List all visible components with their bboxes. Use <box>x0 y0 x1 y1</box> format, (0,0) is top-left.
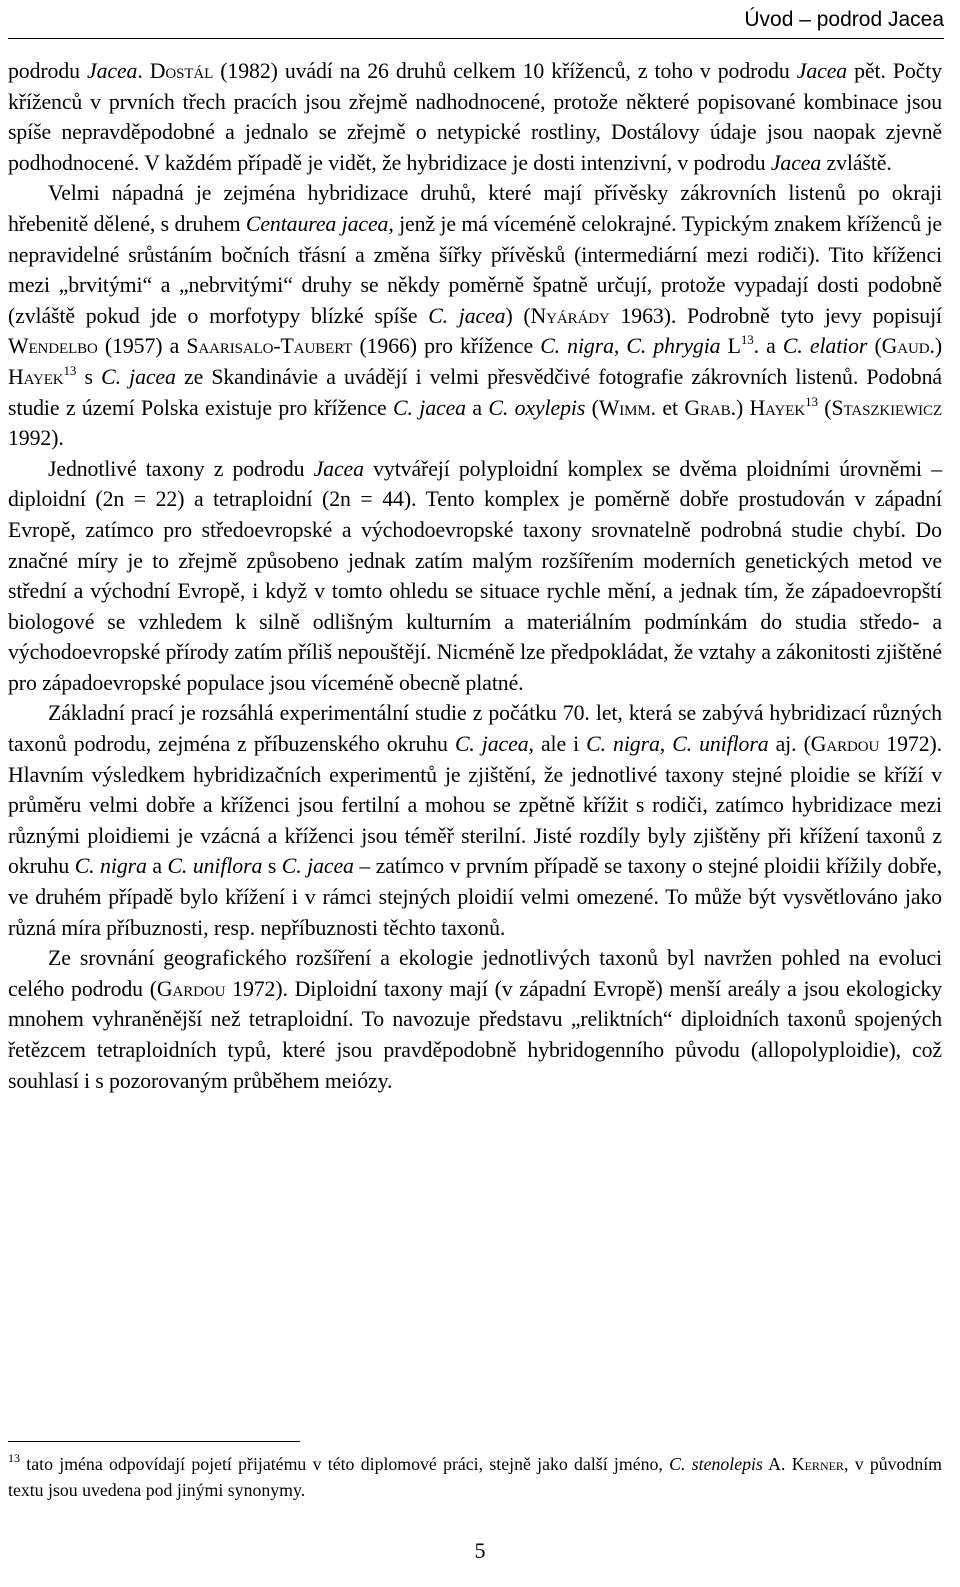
text-run: s <box>262 854 282 879</box>
body-text <box>8 56 942 1096</box>
italic-term: Jacea <box>796 59 848 83</box>
text-run: , ale i <box>528 732 587 757</box>
italic-term: Jacea <box>87 59 138 83</box>
text-run: , <box>613 334 627 359</box>
author-name: Gaud. <box>881 334 935 359</box>
footnote-rule <box>8 1441 300 1442</box>
text-run: 1992). <box>8 426 64 451</box>
text-run: ) <box>934 334 942 359</box>
italic-term: C. jacea <box>101 364 176 389</box>
text-run: ze Skandinávie a uvádějí i velmi přesvědčivé fotografie zákrovních listenů. Podobná studie z území Polska existuje pro křížence <box>8 364 942 420</box>
paragraph <box>8 56 942 178</box>
italic-term: C. nigra <box>74 854 147 879</box>
text-run: Základní prací je rozsáhlá experimentální studie z počátku 70. let, která se zabývá hybridizací různých taxonů podrodu, zejména z příbuzenského okruhu <box>8 701 942 757</box>
author-name: Grab. <box>684 395 736 420</box>
author-name: Nyárády <box>530 303 610 328</box>
paragraph <box>8 178 942 453</box>
italic-term: C. nigra <box>586 732 660 757</box>
paragraph <box>8 698 942 943</box>
author-name: Gardou <box>156 976 226 1001</box>
italic-term: C. jacea <box>281 854 354 879</box>
text-run: Jednotlivé taxony z podrodu <box>48 456 314 481</box>
text-run: , <box>659 732 673 757</box>
text-run: ( <box>585 395 599 420</box>
text-run: , jenž je má víceméně celokrajné. Typickým znakem kříženců je nepravidelné srůstáním bočních třásní a změna šířky přívěsků (intermediární mezi rodiči). Tito kříženci mezi „brvitými“ a „nebrvitými“ druhy se někdy poměrně špatně určují, protože vypadají dosti podobně (zvláště pokud jde o morfotypy blízké spíše <box>8 211 942 328</box>
italic-term: C. nigra <box>540 334 614 359</box>
text-run: zvláště. <box>821 150 892 175</box>
text-run: . <box>137 59 150 83</box>
text-run: , v původním textu jsou uvedena pod jinými synonymy. <box>8 1454 943 1500</box>
italic-term: C. stenolepis <box>669 1454 763 1474</box>
italic-term: C. phrygia <box>626 334 721 359</box>
footnote-marker: 13 <box>805 393 818 409</box>
text-run: L <box>720 334 741 359</box>
text-run: ( <box>817 395 832 420</box>
text-run: ) ( <box>505 303 531 328</box>
text-run: (1982) uvádí na 26 druhů celkem 10 kříženců, z toho v podrodu <box>213 59 797 83</box>
text-run: . a <box>753 334 783 359</box>
text-run: 1963). Podrobně tyto jevy popisují <box>609 303 943 328</box>
italic-term: C. jacea <box>454 732 529 757</box>
italic-term: C. jacea <box>393 395 466 420</box>
page-number: 5 <box>474 1538 486 1563</box>
paragraph <box>8 454 942 699</box>
text-run: – zatímco v prvním případě se taxony o stejné ploidii křížily dobře, ve druhém případě bylo křížení i v rámci stejných ploidií velmi omezené. To může být vysvětlováno jako různá míra příbuznosti, resp. nepříbuznosti těchto taxonů. <box>8 854 942 940</box>
footnote-marker: 13 <box>63 362 77 378</box>
italic-term: Jacea <box>770 150 822 175</box>
author-name: Wendelbo <box>8 334 98 359</box>
author-name: Hayek <box>8 364 64 389</box>
author-name: Hayek <box>749 395 806 420</box>
text-run: A. <box>762 1454 792 1474</box>
footnote-marker: 13 <box>8 1451 20 1465</box>
text-run: ) <box>735 395 750 420</box>
text-run: 1972). Diploidní taxony mají (v západní Evropě) menší areály a jsou ekologicky mnohem vyhraněnější než tetraploidní. To navozuje představu „reliktních“ diploidních taxonů spojených řetězcem tetraploidních typů, které jsou pravděpodobně hybridogenního původu (allopolyploidie), což souhlasí i s pozorovaným průběhem meiózy. <box>8 976 942 1093</box>
author-name: Wimm. <box>598 395 657 420</box>
text-run: Ze srovnání geografického rozšíření a ekologie jednotlivých taxonů byl navržen pohled na evoluci celého podrodu ( <box>8 946 942 1001</box>
text-run: pět. Počty kříženců v prvních třech pracích jsou zřejmě nadhodnocené, protože některé popisované kombinace jsou spíše nepravděpodobné a jednalo se zřejmě o netypické rostliny, Dostálovy údaje jsou naopak zjevně podhodnocené. V každém případě je vidět, že hybridizace je dosti intenzivní, v podrodu <box>8 59 942 175</box>
text-run: et <box>656 395 685 420</box>
italic-term: C. uniflora <box>672 732 769 757</box>
footnote <box>8 1451 942 1503</box>
text-run: (1957) a <box>97 334 187 359</box>
italic-term: Centaurea jacea <box>245 211 389 236</box>
text-run: aj. ( <box>768 732 811 757</box>
text-run: s <box>76 364 102 389</box>
paragraph <box>8 943 942 1096</box>
text-run: a <box>146 854 168 879</box>
text-run: podrodu <box>8 59 87 83</box>
italic-term: C. jacea <box>428 303 506 328</box>
running-header: Úvod – podrod Jacea <box>744 8 944 31</box>
author-name: Kerner <box>791 1454 844 1474</box>
author-name: Dostál <box>149 59 214 83</box>
author-name: Saarisalo-Taubert <box>186 334 353 359</box>
author-name: Gardou <box>810 732 880 757</box>
italic-term: C. uniflora <box>167 854 263 879</box>
italic-term: Jacea <box>313 456 364 481</box>
italic-term: C. elatior <box>782 334 868 359</box>
footnote-marker: 13 <box>740 332 754 348</box>
italic-term: C. oxylepis <box>488 395 586 420</box>
header-rule <box>8 38 944 39</box>
author-name: Staszkiewicz <box>831 395 943 420</box>
text-run: 1972). Hlavním výsledkem hybridizačních experimentů je zjištění, že jednotlivé taxony stejné ploidie se kříží v průměru velmi dobře a kříženci jsou fertilní a mohou se zpětně křížit s rodiči, zatímco hybridizace mezi různými ploidiemi je vzácná a kříženci jsou téměř sterilní. Jisté rozdíly byly zjištěny při křížení taxonů z okruhu <box>8 732 942 879</box>
text-run: (1966) pro křížence <box>352 334 541 359</box>
text-run: ( <box>867 334 882 359</box>
text-run: tato jména odpovídají pojetí přijatému v této diplomové práci, stejně jako další jméno, <box>20 1454 670 1474</box>
text-run: Velmi nápadná je zejména hybridizace druhů, které mají přívěsky zákrovních listenů po okraji hřebenitě dělené, s druhem <box>8 181 942 236</box>
text-run: a <box>465 395 489 420</box>
text-run: vytvářejí polyploidní komplex se dvěma ploidními úrovněmi – diploidní (2n = 22) a tetraploidní (2n = 44). Tento komplex je poměrně dobře prostudován v západní Evropě, zatímco pro středoevropské a východoevropské taxony srovnatelně podrobná studie chybí. Do značné míry je to zřejmě způsobeno jednak zatím malým rozšířením moderních genetických metod ve střední a východní Evropě, i když v tomto ohledu se situace rychle mění, a jednak tím, že západoevropští biologové se vzhledem k silně odlišným kulturním a materiálním podmínkám do studia středo- a východoevropské přírody zatím příliš nepouštějí. Nicméně lze předpokládat, že vztahy a zákonitosti zjištěné pro západoevropské populace jsou víceméně obecně platné. <box>8 456 942 695</box>
